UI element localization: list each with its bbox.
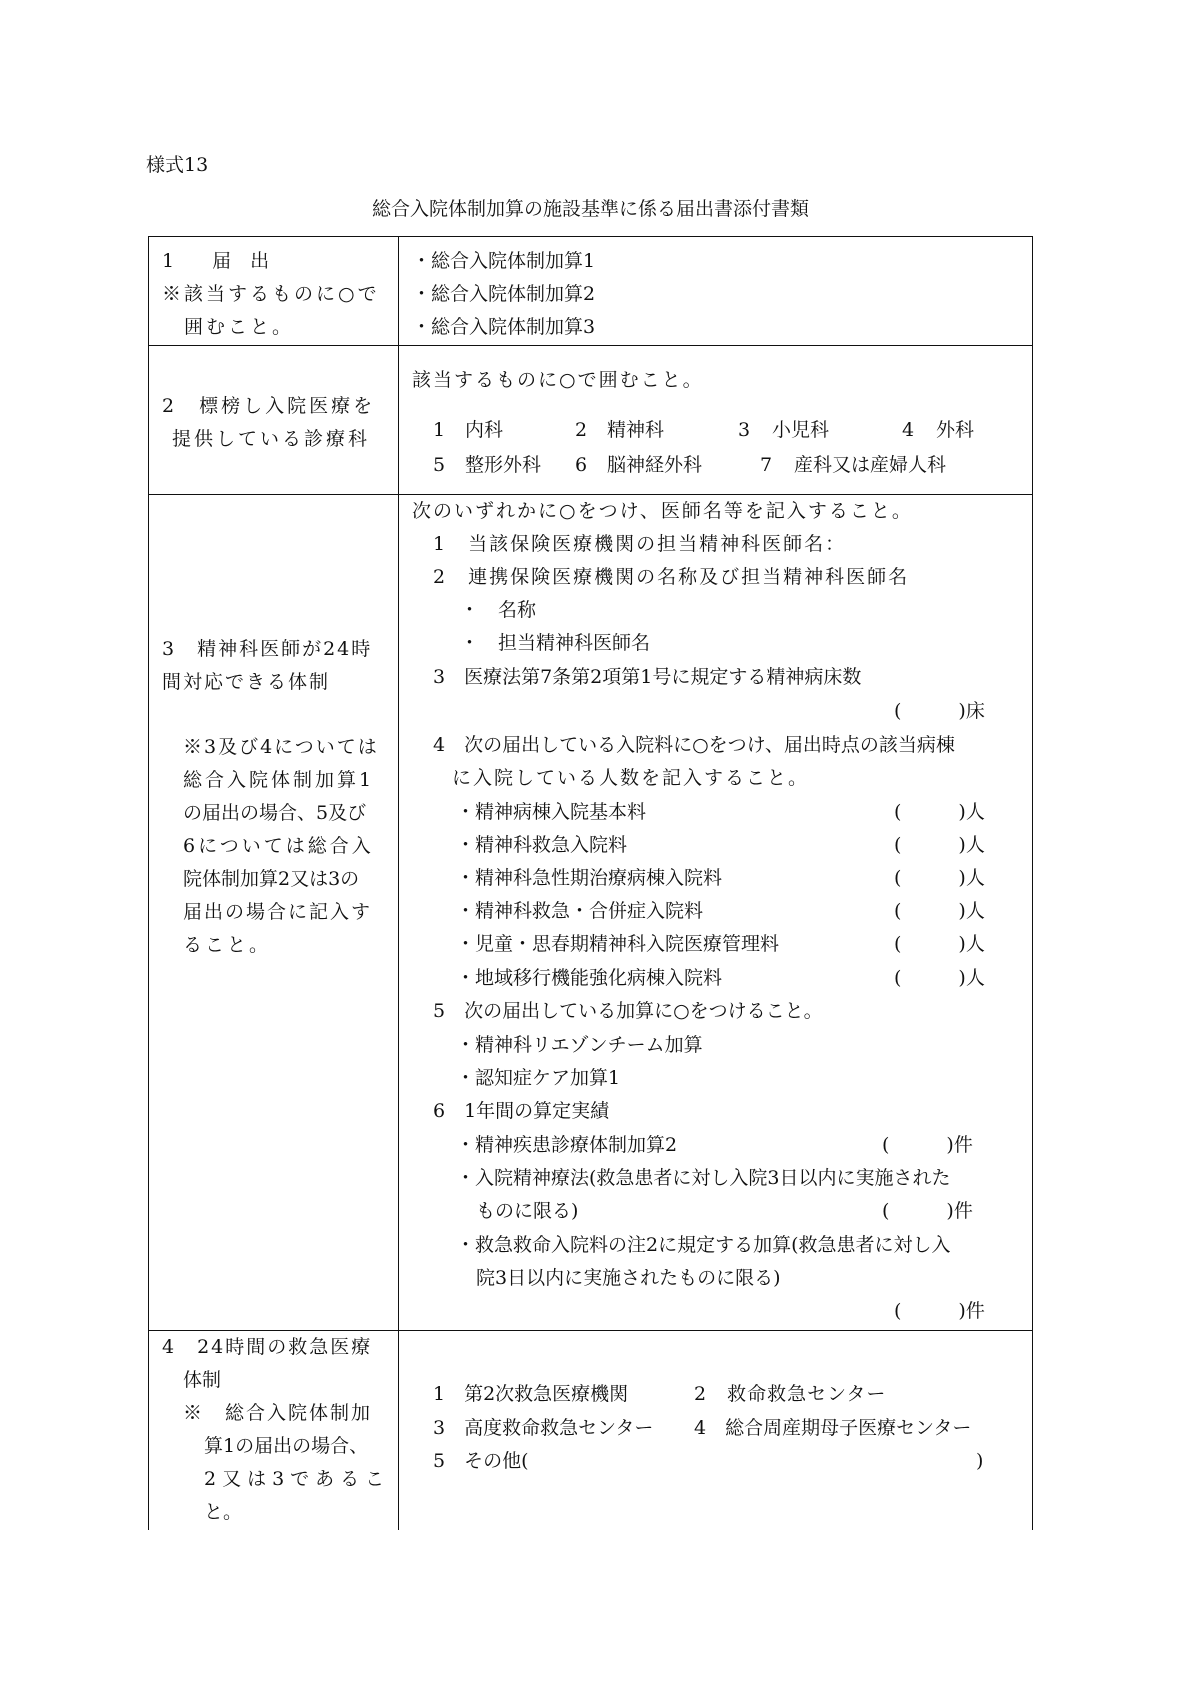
ward-fee-5-count-field: ( )人 [894, 933, 985, 955]
form-number: 様式13 [146, 154, 209, 176]
column-divider [398, 236, 399, 1530]
department-7-name: 産科又は産婦人科 [794, 454, 947, 476]
record-c-count-field: ( )件 [894, 1300, 985, 1322]
record-b-line-1: ・入院精神療法(救急患者に対し入院3日以内に実施された [456, 1167, 951, 1189]
row2-instruction: 該当するものに○で囲むこと。 [412, 369, 704, 391]
department-4-name: 外科 [936, 419, 975, 441]
row1-option-3: ・総合入院体制加算3 [412, 316, 596, 338]
department-6-name: 脳神経外科 [607, 454, 703, 476]
ward-fee-4-label: ・精神科救急・合併症入院料 [456, 900, 704, 922]
addition-1-label: ・精神科リエゾンチーム加算 [456, 1034, 703, 1056]
emergency-option-4: 4 総合周産期母子医療センター [694, 1417, 972, 1439]
row3-note-line-5: 院体制加算2又は3の [183, 868, 360, 890]
ward-fee-1-count-field: ( )人 [894, 801, 985, 823]
row3-note-line-3: の届出の場合、5及び [183, 802, 367, 824]
row3-note-line-1: ※3及び4については [183, 736, 379, 758]
row3-note-line-2: 総合入院体制加算1 [183, 769, 375, 791]
row3-item-2-name: ・ 名称 [460, 599, 537, 621]
record-a-label: ・精神疾患診療体制加算2 [456, 1134, 678, 1156]
ward-fee-3-count-field: ( )人 [894, 867, 985, 889]
record-b-line-2: ものに限る) [476, 1200, 579, 1222]
row3-left-title-1: 3 精神科医師が24時 [162, 638, 373, 660]
row3-item-3: 3 医療法第7条第2項第1号に規定する精神病床数 [433, 666, 862, 688]
record-a-count-field: ( )件 [882, 1134, 973, 1156]
ward-fee-1-label: ・精神病棟入院基本料 [456, 801, 647, 823]
row3-left-title-2: 間対応できる体制 [162, 671, 331, 693]
row4-left-line-1: 4 24時間の救急医療 [162, 1336, 373, 1358]
row4-left-line-5: 2又は3であるこ [204, 1468, 391, 1490]
ward-fee-6-label: ・地域移行機能強化病棟入院料 [456, 967, 723, 989]
row2-left-line-1: 2 標榜し入院医療を [162, 395, 376, 417]
row3-instruction: 次のいずれかに○をつけ、医師名等を記入すること。 [412, 500, 913, 522]
row4-left-line-6: と。 [204, 1501, 243, 1523]
row1-left-line-2: ※該当するものに○で [162, 283, 380, 305]
department-1-name: 内科 [465, 419, 504, 441]
row4-left-line-4: 算1の届出の場合、 [204, 1435, 369, 1457]
row3-item-3-beds-field: ( )床 [894, 700, 985, 722]
record-c-line-2: 院3日以内に実施されたものに限る) [476, 1267, 781, 1289]
row1-left-line-3: 囲むこと。 [162, 316, 295, 338]
department-4-number: 4 [902, 419, 915, 441]
emergency-option-2: 2 救命救急センター [694, 1383, 887, 1405]
row3-item-4-line-1: 4 次の届出している入院料に○をつけ、届出時点の該当病棟 [433, 734, 955, 756]
department-2-number: 2 [575, 419, 588, 441]
ward-fee-5-label: ・児童・思春期精神科入院医療管理料 [456, 933, 780, 955]
department-5-name: 整形外科 [465, 454, 542, 476]
row3-note-line-6: 届出の場合に記入す [183, 901, 373, 923]
department-5-number: 5 [433, 454, 446, 476]
row3-note-line-4: 6については総合入 [183, 835, 374, 857]
ward-fee-2-count-field: ( )人 [894, 834, 985, 856]
row3-item-2-doctor: ・ 担当精神科医師名 [460, 632, 651, 654]
table-border-top [148, 236, 1032, 237]
department-7-number: 7 [760, 454, 773, 476]
row3-note-line-7: ること。 [183, 934, 272, 956]
department-2-name: 精神科 [607, 419, 665, 441]
row-divider-3 [148, 1330, 1032, 1331]
row-divider-2 [148, 494, 1032, 495]
record-b-count-field: ( )件 [882, 1200, 973, 1222]
row2-left-line-2: 提供している診療科 [172, 428, 371, 450]
ward-fee-4-count-field: ( )人 [894, 900, 985, 922]
department-1-number: 1 [433, 419, 446, 441]
ward-fee-2-label: ・精神科救急入院料 [456, 834, 628, 856]
emergency-option-1: 1 第2次救急医療機関 [433, 1383, 629, 1405]
department-6-number: 6 [575, 454, 588, 476]
department-3-name: 小児科 [772, 419, 830, 441]
ward-fee-6-count-field: ( )人 [894, 967, 985, 989]
row3-item-2: 2 連携保険医療機関の名称及び担当精神科医師名 [433, 566, 910, 588]
department-3-number: 3 [738, 419, 751, 441]
row1-left-line-1: 1 届 出 [162, 250, 270, 272]
emergency-option-3: 3 高度救命救急センター [433, 1417, 654, 1439]
row1-option-2: ・総合入院体制加算2 [412, 283, 596, 305]
table-border-right [1032, 236, 1033, 1530]
row4-left-line-2: 体制 [183, 1369, 222, 1391]
row4-left-line-3: ※ 総合入院体制加 [183, 1402, 373, 1424]
row-divider-1 [148, 345, 1032, 346]
emergency-option-5: 5 その他( [433, 1450, 529, 1472]
table-border-left [148, 236, 149, 1530]
ward-fee-3-label: ・精神科急性期治療病棟入院料 [456, 867, 723, 889]
row3-item-1: 1 当該保険医療機関の担当精神科医師名： [433, 533, 847, 555]
emergency-other-close-paren: ) [976, 1450, 984, 1472]
addition-2-label: ・認知症ケア加算1 [456, 1067, 621, 1089]
row3-item-5: 5 次の届出している加算に○をつけること。 [433, 1000, 823, 1022]
record-c-line-1: ・救急救命入院料の注2に規定する加算(救急患者に対し入 [456, 1234, 951, 1256]
row3-item-4-line-2: に入院している人数を記入すること。 [452, 767, 810, 789]
document-title: 総合入院体制加算の施設基準に係る届出書添付書類 [371, 198, 809, 220]
row1-option-1: ・総合入院体制加算1 [412, 250, 596, 272]
row3-item-6: 6 1年間の算定実績 [433, 1100, 610, 1122]
